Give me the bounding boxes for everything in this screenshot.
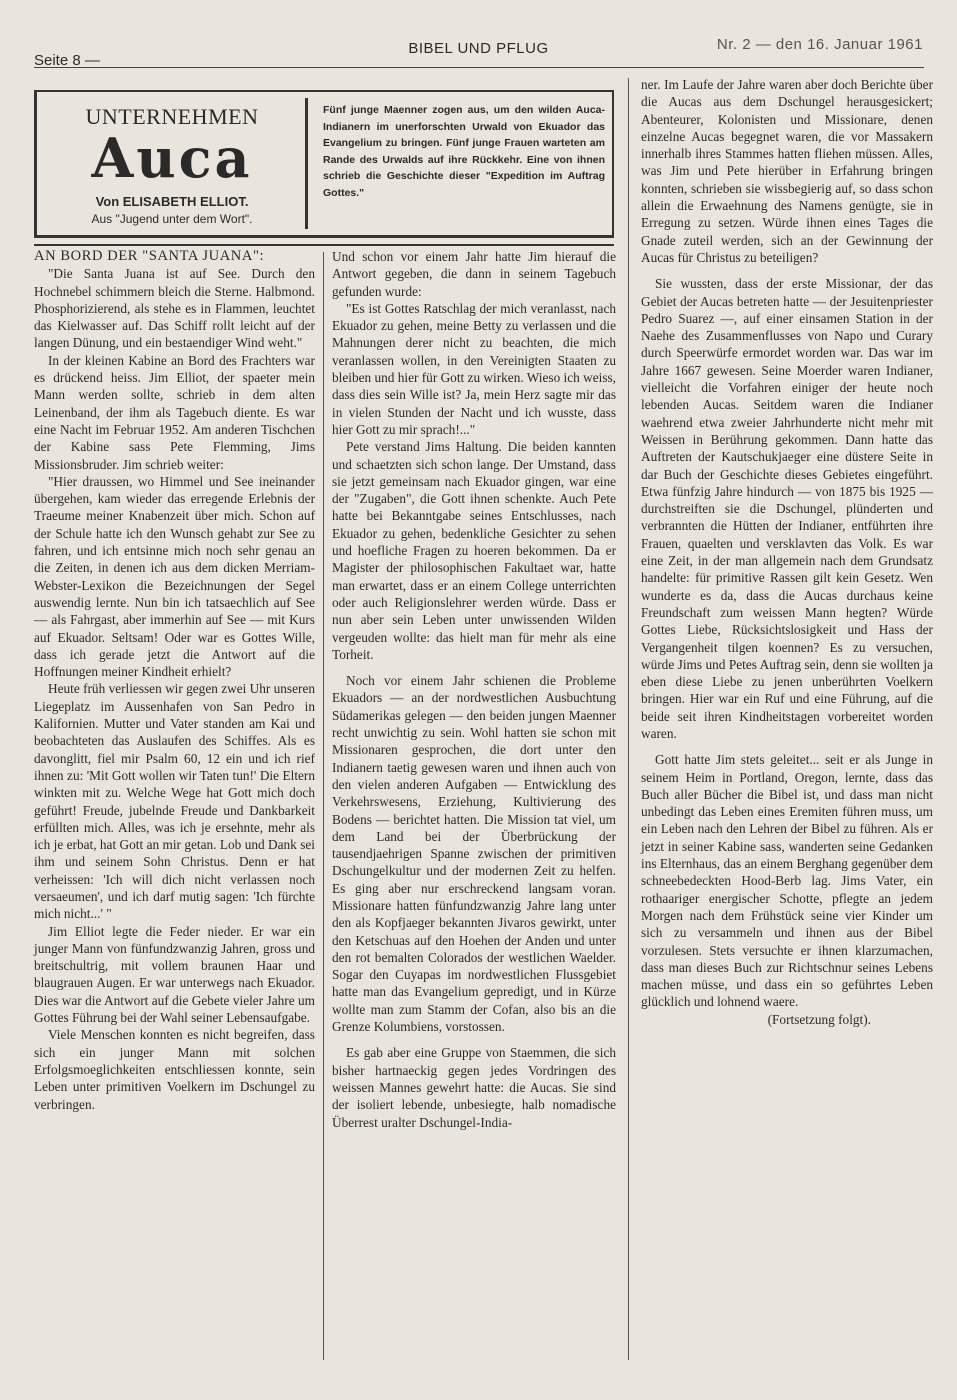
section-heading: AN BORD DER "SANTA JUANA":: [34, 248, 265, 264]
paragraph: Es gab aber eine Gruppe von Staemmen, die sich bisher hartnaeckig gegen jedes Vordringen des weissen Mannes gewehrt hatte: die Aucas. Sie sind der isoliert lebende, unbesiegte, halb nomadische Überrest uralter Dschungel-India-: [332, 1045, 616, 1130]
article-title: Auca: [91, 126, 253, 190]
title-block: [37, 92, 307, 235]
paragraph: Und schon vor einem Jahr hatte Jim hierauf die Antwort gegeben, die dann in seinem Tagebuch gefunden wurde:: [332, 249, 616, 299]
column-rule: [628, 78, 629, 1360]
article-column-3: [641, 76, 933, 1028]
author-byline: Von ELISABETH ELLIOT.: [95, 194, 249, 209]
publication-title: BIBEL UND PFLUG: [408, 40, 549, 57]
paragraph: Gott hatte Jim stets geleitet... seit er als Junge in seinem Heim in Portland, Oregon, lernte, dass das Buch aller Bücher die Bibel ist, und dass man nicht unbedingt das Leben eines Eremiten führen muss, um ein Leben nach den Lehren der Bibel zu führen. Als er jetzt in seiner Kabine sass, wanderten seine Gedanken ins Elternhaus, das an einem Berghang gegenüber dem schneebedeckten Hood-Berb lag. Jims Vater, ein rothaariger energischer Schotte, pflegte an jedem Morgen nach dem Frühstück seine vier Kinder um sich zu versammeln und ihnen aus der Bibel vorzulesen. Stets versuchte er ihnen klarzumachen, dass man dieses Buch zur Richtschnur seines Lebens machen müsse, und dass ein so geführtes Leben glücklich und lohnend waere.: [641, 752, 933, 1010]
paragraph: Heute früh verliessen wir gegen zwei Uhr unseren Liegeplatz im Aussenhafen von San Pedro in Kalifornien. Mutter und Vater standen am Kai und beobachteten das Auslaufen des Schiffes. Als es davonglitt, fiel mir Psalm 60, 12 ein und ich rief ihnen zu: 'Mit Gott wollen wir Taten tun!' Die Eltern winkten mit zu. Welche Wege hat Gott mich doch geführt! Freude, jubelnde Freude und Dankbarkeit erfüllten mich. Alles, was ich je ersehnte, mehr als ich je erbat, hat Gott an mir getan. Lob und Dank sei ihm und seinem Sohn Christus. Denn er hat verheissen: 'Ich will dich nicht verlassen noch versaeumen', und ich darf mutig sagen: 'Ich fürchte mich nicht...' ": [34, 681, 315, 922]
paragraph: Jim Elliot legte die Feder nieder. Er war ein junger Mann von fünfundzwanzig Jahren, gross und breitschultrig, mit vollem braunen Haar und blaugrauen Augen. Er war unterwegs nach Ekuador. Dies war die Antwort auf die Gebete vieler Jahre um Gottes Führung bei der Wahl seiner Lebensaufgabe.: [34, 923, 315, 1026]
source-note: Aus "Jugend unter dem Wort".: [91, 212, 253, 226]
paragraph: "Es ist Gottes Ratschlag der mich veranlasst, nach Ekuador zu gehen, meine Betty zu verlassen und die Mahnungen derer nicht zu beachten, die mich veranlassen wollen, in den Vereinigten Staaten zu bleiben und hier für Gott zu wirken. Wieso ich weiss, dass dies sein Wille ist? Ja, mein Herz sagte mir das in vielen Stunden der Nacht und ich wusste, dass hier Gott zu mir sprach!...": [332, 300, 616, 437]
page-number: Seite 8 —: [34, 52, 100, 69]
paragraph: "Die Santa Juana ist auf See. Durch den Hochnebel schimmern bleich die Sterne. Halbmond. Phosphorizierend, als stehe es in Flammen, leuchtet das Kielwasser auf. Das Schiff rollt leicht auf der langen Dünung, und ein bestaendiger Wind weht.": [34, 266, 315, 351]
title-overline: UNTERNEHMEN: [85, 104, 259, 129]
article-intro: Fünf junge Maenner zogen aus, um den wilden Auca-Indianern im unerforschten Urwald von Ekuador das Evangelium zu bringen. Fünf junge Frauen warteten am Rande des Urwalds auf ihre Rückkehr. Eine von ihnen schrieb die Geschichte dieser "Expedition im Auftrag Gottes.": [323, 104, 605, 199]
paragraph: In der kleinen Kabine an Bord des Frachters war es drückend heiss. Jim Elliot, der spaeter mein Mann werden sollte, schrieb in dem alten Leinenband, der ihm als Tagebuch diente. Es war eine Nacht im Februar 1952. Am anderen Tischchen der Kabine sass Pete Flemming, Jims Missionsbruder. Jim schrieb weiter:: [34, 352, 315, 472]
column-rule: [323, 252, 324, 1360]
paragraph: "Hier draussen, wo Himmel und See ineinander übergehen, kam wieder das erregende Erlebnis der Traeume meiner Knabenzeit über mich. Schon auf der Schule hatte ich den Wunsch gehabt zur See zu fahren, und ich entsinne mich noch sehr genau an die Zeiten, in denen ich aus dem dicken Merriam-Webster-Lexikon die Bezeichnungen der Segel auswendig lernte. Nun bin ich tatsaechlich auf See — als Fahrgast, aber immerhin auf See — mit Kurs auf Ekuador. Seltsam! Oder war es Gottes Wille, dass ich gerade jetzt die Antwort auf die Hoffnungen meiner Kindheit erhielt?: [34, 473, 315, 680]
article-column-2: [332, 248, 616, 1131]
title-box-underline: [34, 244, 614, 246]
header-rule: [34, 67, 924, 68]
article-title-box: [34, 90, 614, 238]
paragraph: ner. Im Laufe der Jahre waren aber doch Berichte über die Aucas aus dem Dschungel herausgesickert; Abenteurer, Kolonisten und Missionare, denen einzelne Aucas begegnet waren, die vor Massakern innerhalb ihres Stammes hatten fliehen müssen. Alles, was Jim und Pete hierüber in Erfahrung bringen konnten, schrieben sie wissbegierig auf, so dass schon allein die Erwaehnung des Namens genügte, sie in Erregung zu setzen. Würde ihnen eines Tages die Gnade zuteil werden, sich an der Gewinnung der Aucas für Christus zu beteiligen?: [641, 77, 933, 265]
paragraph: Viele Menschen konnten es nicht begreifen, dass sich ein junger Mann mit solchen Erfolgsmoeglichkeiten entschliessen konnte, sein Leben unter primitiven Voelkern im Dschungel zu verbringen.: [34, 1027, 315, 1112]
continuation-note: (Fortsetzung folgt).: [767, 1011, 871, 1027]
issue-date: Nr. 2 — den 16. Januar 1961: [716, 36, 923, 53]
title-divider: [305, 98, 308, 229]
article-column-1: [34, 248, 315, 1113]
paragraph: Noch vor einem Jahr schienen die Probleme Ekuadors — an der nordwestlichen Ausbuchtung Südamerikas gelegen — den beiden jungen Maenner recht unwichtig zu sein. Wohl hatten sie schon mit Missionaren gesprochen, die dort unter den Indianern taetig gewesen waren und ihnen auch von den vielen anderen Aufgaben — Entwicklung des Verkehrswesens, Erziehung, Kultivierung des Bodens — berichtet hatten. Die Mission tat viel, um dem Land bei der Überbrückung der tausendjaehrigen Spanne zwischen der primitiven Dschungelkultur und der modernen Zeit zu helfen. Es ging aber nur erschreckend langsam voran. Missionare hatten fünfundzwanzig Jahre lang unter den als Kopfjaeger bekannten Jivaros gewirkt, unter den Ketschuas auf den Hoehen der Anden und unter den rot bemalten Colorados der westlichen Waelder. Sogar den Cuyapas im nordwestlichen Flussgebiet hatte man das Evangelium gepredigt, und in Kürze wollte man zum Stamm der Cofan, also bis an die Grenze Kolumbiens, vorstossen.: [332, 673, 616, 1035]
paragraph: Sie wussten, dass der erste Missionar, der das Gebiet der Aucas betreten hatte — der Jesuitenpriester Pedro Suarez —, auf einer einsamen Station in der Naehe des Zusammenflusses von Napo und Curary durch Speerwürfe ermordet worden war. Das war im Jahre 1667 gewesen. Seine Moerder waren Indianer, vielleicht die Vorfahren einiger der heute noch lebenden Aucas. Seitdem waren die Indianer waehrend etwa zweier Jahrhunderte nicht mehr mit Weissen in Berührung gekommen. Dann hatte das Auftreten der Kautschukjaeger eine düstere Seite in dar Buch der Geschichte dieses Gebietes eingeführt. Etwa fünfzig Jahre hindurch — von 1875 bis 1925 — durchstreiften sie die Dschungel, plünderten und verbrannten die Hütten der Indianer, entführten ihre Frauen, quaelten und versklavten das Volk. Es war eine Zeit, in der man allgemein nach dem Grundsatz handelte: für primitive Rassen gilt kein Gesetz. Wen wunderte es da, dass die Aucas durchaus keine Freundschaft zum weissen Mann hegten? Würde Gottes Liebe, Rücksichtslosigkeit und Hass der Vergangenheit tilgen koennen? Es zu versuchen, würde Jims und Petes Auftrag sein, denn sie wollten ja eben diese Liebe zu jenen unberührten Voelkern bringen. Hier war ein Ruf und eine Führung, auf die beide seit ihren Kindheitstagen vorbereitet worden waren.: [641, 276, 933, 741]
paragraph: Pete verstand Jims Haltung. Die beiden kannten und schaetzten sich schon lange. Der Umstand, dass sie jetzt gemeinsam nach Ekuador gingen, war eine der "Zugaben", die Gott ihnen schenkte. Auch Pete hatte bei Bekanntgabe seines Entschlusses, nach Ekuador zu gehen, bedenkliche Gesichter zu sehen und hoefliche Fragen zu hoeren bekommen. Da er Magister der philosophischen Fakultaet war, hatte man erwartet, dass er an einem College unterrichten oder auch Religionslehrer werden würde. Dass er nun aber sein Leben unter unwissenden Wilden vergeuden wollte: das hielt man für mehr als eine Torheit.: [332, 439, 616, 662]
